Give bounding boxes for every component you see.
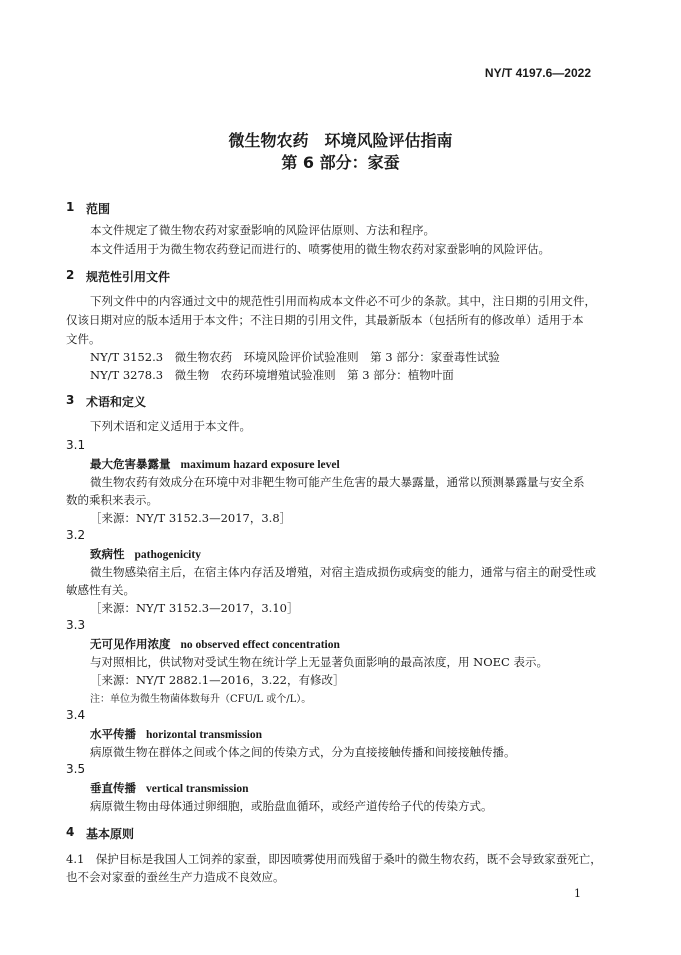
term-heading	[90, 726, 262, 742]
paragraph: 下列文件中的内容通过文中的规范性引用而构成本文件必不可少的条款。其中，注日期的引用文件，	[90, 294, 596, 308]
section-heading-terms: 术语和定义	[86, 395, 147, 409]
term-number: 3.4	[66, 708, 86, 722]
term-number: 3.1	[66, 438, 86, 452]
section-number: 2	[66, 268, 75, 282]
term-note: 注：单位为微生物菌体数每升（CFU/L 或个/L）。	[90, 694, 312, 705]
term-en: horizontal transmission	[146, 729, 262, 741]
reference-item: NY/T 3278.3 微生物 农药环境增殖试验准则 第 3 部分：植物叶面	[90, 368, 454, 382]
document-subtitle: 第 6 部分：家蚕	[281, 153, 400, 172]
section-heading-basic-principles: 基本原则	[86, 827, 135, 841]
paragraph: 文件。	[66, 332, 101, 346]
paragraph: 下列术语和定义适用于本文件。	[90, 419, 251, 433]
section-number: 1	[66, 200, 75, 214]
term-source: ［来源：NY/T 3152.3—2017，3.8］	[90, 511, 292, 525]
definition: 微生物感染宿主后，在宿主体内存活及增殖，对宿主造成损伤或病变的能力，通常与宿主的耐受性或	[90, 565, 596, 579]
definition: 敏感性有关。	[66, 583, 135, 597]
term-cn: 无可见作用浓度	[90, 637, 171, 651]
term-number: 3.2	[66, 528, 86, 542]
paragraph: 4.1 保护目标是我国人工饲养的家蚕，即因喷雾使用而残留于桑叶的微生物农药，既不会导致家蚕死亡，	[66, 852, 602, 866]
term-en: vertical transmission	[146, 783, 249, 795]
paragraph: 仅该日期对应的版本适用于本文件；不注日期的引用文件，其最新版本（包括所有的修改单）适用于本	[66, 313, 584, 327]
section-number: 4	[66, 825, 75, 839]
document-title: 微生物农药 环境风险评估指南	[228, 131, 453, 150]
definition: 病原微生物由母体通过卵细胞，或胎盘血循环，或经产道传给子代的传染方式。	[90, 799, 493, 813]
section-heading-scope: 范围	[86, 202, 111, 216]
term-source: ［来源：NY/T 3152.3—2017，3.10］	[90, 601, 299, 615]
term-en: maximum hazard exposure level	[180, 459, 340, 471]
paragraph: 也不会对家蚕的蚕丝生产力造成不良效应。	[66, 870, 285, 884]
definition: 与对照相比，供试物对受试生物在统计学上无显著负面影响的最高浓度，用 NOEC 表示。	[90, 655, 548, 669]
reference-item: NY/T 3152.3 微生物农药 环境风险评价试验准则 第 3 部分：家蚕毒性试验	[90, 350, 500, 364]
term-cn: 水平传播	[90, 727, 136, 741]
term-heading	[90, 546, 201, 562]
page-number: 1	[574, 887, 581, 900]
term-source: ［来源：NY/T 2882.1—2016，3.22，有修改］	[90, 673, 345, 687]
term-heading	[90, 636, 340, 652]
section-number: 3	[66, 393, 75, 407]
standard-code: NY/T 4197.6—2022	[484, 66, 591, 80]
term-cn: 垂直传播	[90, 781, 136, 795]
definition: 数的乘积来表示。	[66, 493, 158, 507]
paragraph: 本文件适用于为微生物农药登记而进行的、喷雾使用的微生物农药对家蚕影响的风险评估。	[90, 242, 550, 256]
section-heading-normative-references: 规范性引用文件	[86, 270, 171, 284]
term-en: pathogenicity	[134, 549, 201, 561]
term-number: 3.3	[66, 618, 86, 632]
term-cn: 致病性	[90, 547, 125, 561]
term-heading	[90, 780, 249, 796]
definition: 病原微生物在群体之间或个体之间的传染方式，分为直接接触传播和间接接触传播。	[90, 745, 516, 759]
term-heading	[90, 456, 340, 472]
term-en: no observed effect concentration	[180, 639, 340, 651]
definition: 微生物农药有效成分在环境中对非靶生物可能产生危害的最大暴露量，通常以预测暴露量与安全系	[90, 475, 585, 489]
paragraph: 本文件规定了微生物农药对家蚕影响的风险评估原则、方法和程序。	[90, 223, 435, 237]
term-cn: 最大危害暴露量	[90, 457, 171, 471]
term-number: 3.5	[66, 762, 86, 776]
